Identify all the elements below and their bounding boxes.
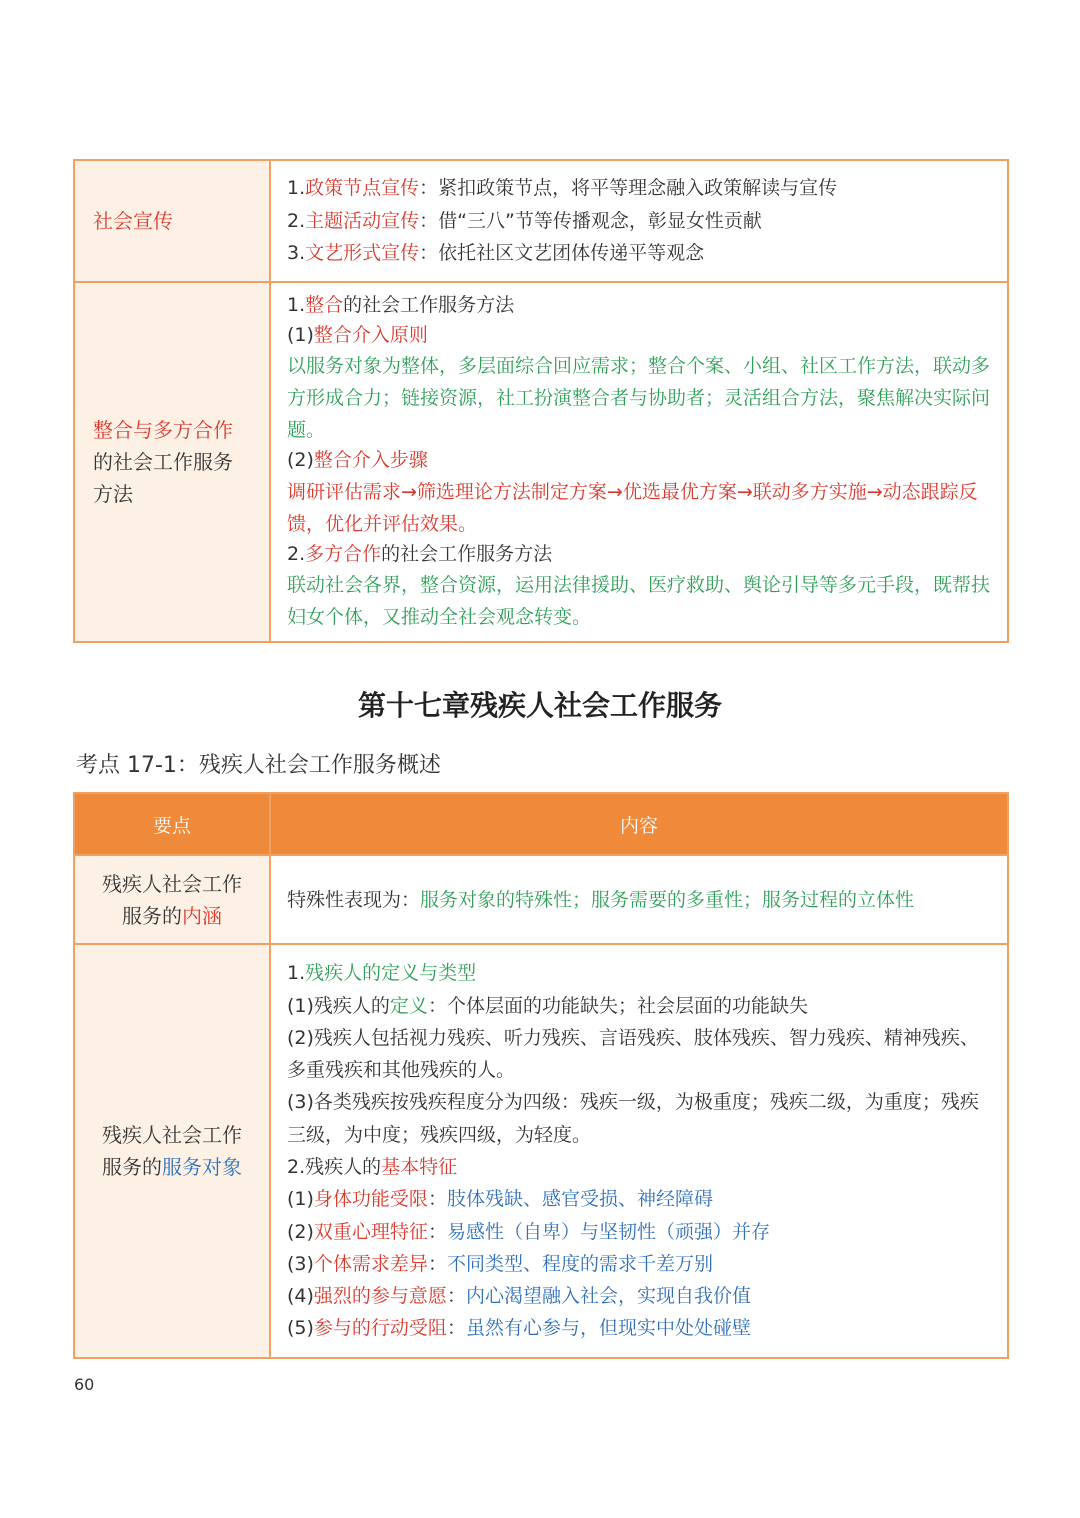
row-key-connotation: 残疾人社会工作 服务的内涵 (74, 855, 270, 944)
list-item: 3.文艺形式宣传：依托社区文艺团体传递平等观念 (287, 242, 705, 265)
subheading: 1.残疾人的定义与类型 (287, 962, 477, 985)
subheading: (1)整合介入原则 (287, 323, 428, 346)
row-content-service-target (270, 944, 1008, 1358)
row-content-connotation: 特殊性表现为：服务对象的特殊性；服务需要的多重性；服务过程的立体性 (270, 855, 1008, 944)
list-item: 1.政策节点宣传：紧扣政策节点，将平等理念融入政策解读与宣传 (287, 177, 838, 200)
table-row-social-publicity (74, 160, 1008, 282)
subheading: 1.整合的社会工作服务方法 (287, 294, 515, 316)
page-number: 60 (74, 1375, 95, 1394)
list-item: (3)个体需求差异：不同类型、程度的需求千差万别 (287, 1252, 713, 1275)
list-item: 2.主题活动宣传：借“三八”节等传播观念，彰显女性贡献 (287, 209, 762, 232)
table-row-connotation (74, 855, 1008, 944)
table-header-row (74, 793, 1008, 855)
chapter-title: 第十七章残疾人社会工作服务 (357, 689, 722, 722)
knowledge-table-women (73, 159, 1009, 643)
row-key-service-target: 残疾人社会工作 服务的服务对象 (74, 944, 270, 1358)
paragraph: 调研评估需求→筛选理论方法制定方案→优选最优方案→联动多方实施→动态跟踪反馈，优化并评估效果。 (287, 480, 978, 535)
row-content-social-publicity (270, 160, 1008, 282)
list-item: (2)双重心理特征：易感性（自卑）与坚韧性（顽强）并存 (287, 1220, 770, 1243)
list-item: (1)残疾人的定义：个体层面的功能缺失；社会层面的功能缺失 (287, 994, 808, 1017)
list-item: (4)强烈的参与意愿：内心渴望融入社会，实现自我价值 (287, 1285, 751, 1308)
paragraph: (3)各类残疾按残疾程度分为四级：残疾一级，为极重度；残疾二级，为重度；残疾三级，为中度；残疾四级，为轻度。 (287, 1091, 979, 1146)
list-item: (5)参与的行动受阻：虽然有心参与，但现实中处处碰壁 (287, 1317, 751, 1340)
knowledge-table-disability (73, 792, 1009, 1359)
header-content: 内容 (270, 793, 1008, 855)
table-row-integration (74, 282, 1008, 642)
paragraph: 以服务对象为整体，多层面综合回应需求；整合个案、小组、社区工作方法，联动多方形成合力；链接资源，社工扮演整合者与协助者；灵活组合方法，聚焦解决实际问题。 (287, 355, 991, 441)
header-key: 要点 (74, 793, 270, 855)
paragraph: 联动社会各界，整合资源，运用法律援助、医疗救助、舆论引导等多元手段，既帮扶妇女个体，又推动全社会观念转变。 (287, 574, 991, 628)
subheading: 2.残疾人的基本特征 (287, 1156, 458, 1178)
table-row-service-target (74, 944, 1008, 1358)
list-item: (1)身体功能受限：肢体残缺、感官受损、神经障碍 (287, 1188, 713, 1211)
row-key-integration: 整合与多方合作的社会工作服务方法 (74, 282, 270, 642)
row-content-integration (270, 282, 1008, 642)
row-key-social-publicity: 社会宣传 (74, 160, 270, 282)
subheading: 2.多方合作的社会工作服务方法 (287, 542, 553, 565)
section-title: 考点 17-1：残疾人社会工作服务概述 (76, 753, 441, 778)
subheading: (2)整合介入步骤 (287, 449, 428, 471)
paragraph: (2)残疾人包括视力残疾、听力残疾、言语残疾、肢体残疾、智力残疾、精神残疾、多重残疾和其他残疾的人。 (287, 1026, 979, 1082)
